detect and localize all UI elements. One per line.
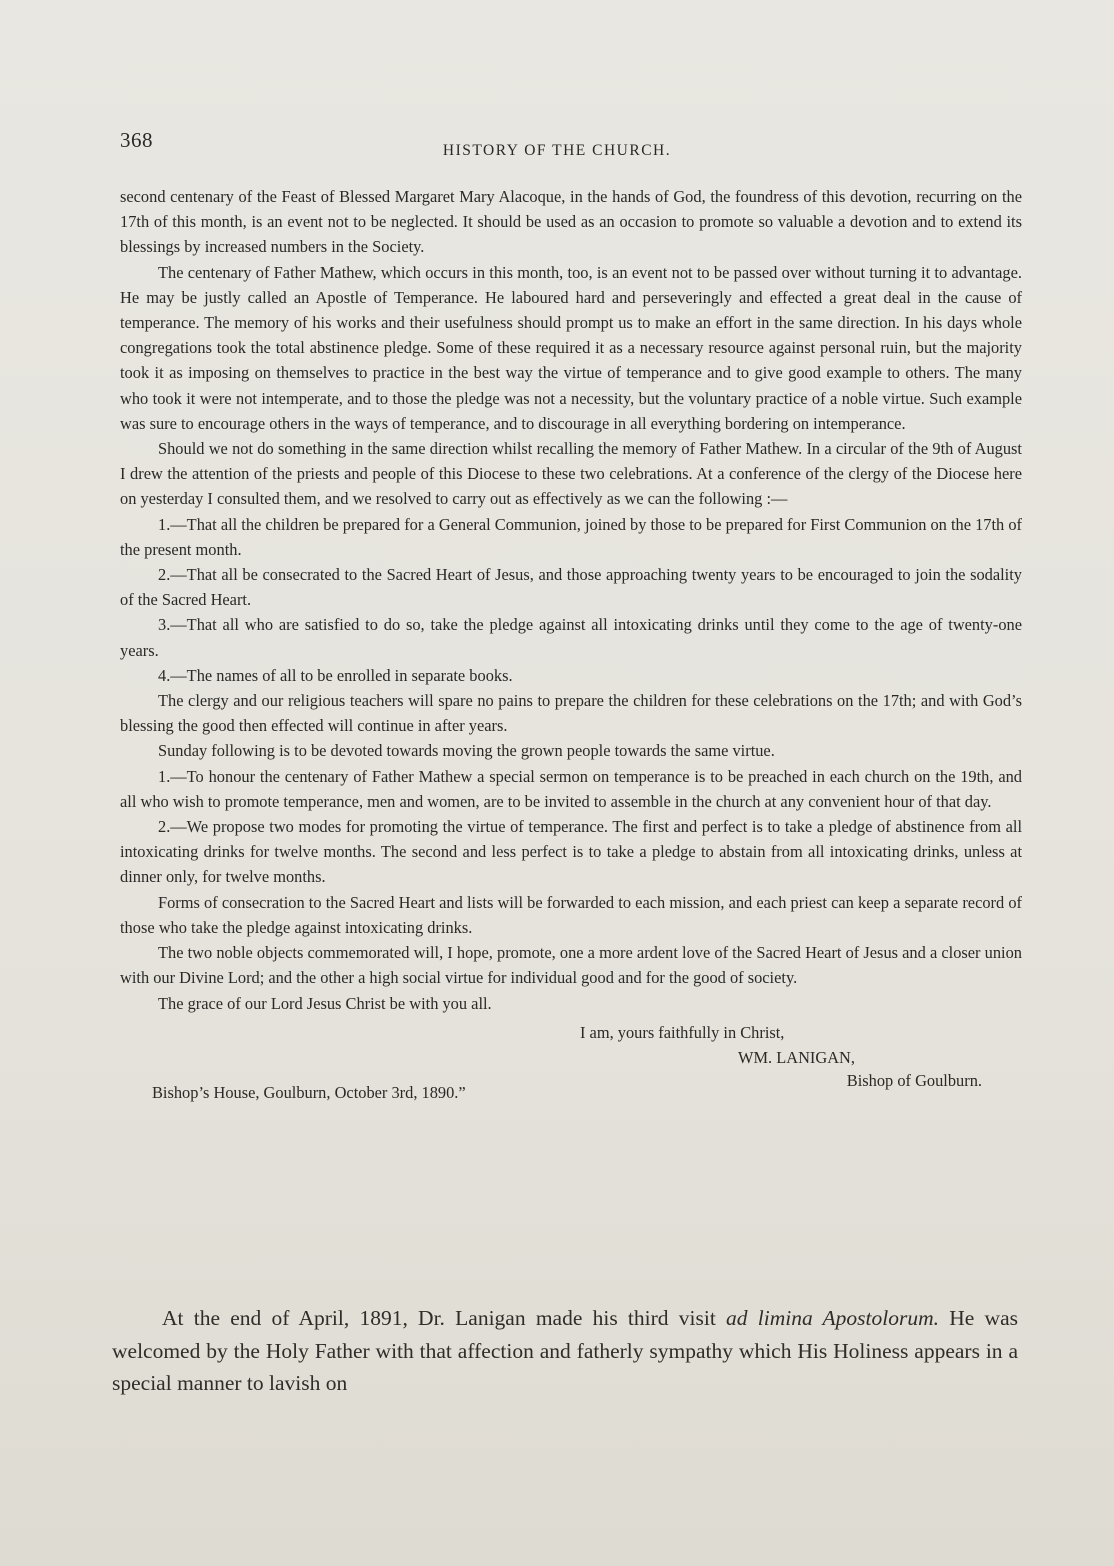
narrative-text-start: At the end of April, 1891, Dr. Lanigan made his third visit (162, 1306, 727, 1330)
signatory-name: WM. LANIGAN, (738, 1047, 855, 1067)
resolution-item: 1.—To honour the centenary of Father Mathew a special sermon on temperance is to be preached in each church on the 19th, and all who wish to promote temperance, men and women, are to be invited to assemble in the church at any convenient hour of that day. (120, 766, 1022, 811)
resolution-item: 2.—That all be consecrated to the Sacred Heart of Jesus, and those approaching twenty years to be encouraged to join the sodality of the Sacred Heart. (120, 565, 1022, 610)
dateline: Bishop’s House, Goulburn, October 3rd, 1890.” (152, 1083, 466, 1103)
letter-paragraph: The centenary of Father Mathew, which occurs in this month, too, is an event not to be passed over without turning it to advantage. He may be justly called an Apostle of Temperance. He laboured hard and perseveringly and effected a great deal in the cause of temperance. The memory of his works and their usefulness should prompt us to make an effort in the same direction. In his days whole congregations took the total abstinence pledge. Some of these required it as a necessary resource against personal ruin, but the majority took it as imposing on themselves to practice in the best way the virtue of temperance and to give good example to others. The many who took it were not intemperate, and to those the pledge was not a necessity, but the voluntary practice of a noble virtue. Such example was sure to encourage others in the ways of temperance, and to discourage in all everything bordering on intemperance. (120, 262, 1022, 433)
narrative-text (112, 1302, 1018, 1400)
running-title: HISTORY OF THE CHURCH. (442, 142, 672, 159)
signatory-title: Bishop of Goulburn. (846, 1071, 982, 1091)
letter-paragraph: The grace of our Lord Jesus Christ be with you all. (158, 993, 492, 1013)
letter-paragraph: The clergy and our religious teachers will spare no pains to prepare the children for these celebrations on the 17th; and with God’s blessing the good then effected will continue in after years. (120, 691, 1022, 736)
letter-body (120, 184, 1022, 1104)
letter-paragraph: Should we not do something in the same direction whilst recalling the memory of Father Mathew. In a circular of the 9th of August I drew the attention of the priests and people of this Diocese to these two celebrations. At a conference of the clergy of the Diocese here on yesterday I consulted them, and we resolved to carry out as effectively as we can the following :— (120, 439, 1022, 509)
resolution-item: 4.—The names of all to be enrolled in separate books. (158, 665, 513, 685)
letter-paragraph: second centenary of the Feast of Blessed Margaret Mary Alacoque, in the hands of God, the foundress of this devotion, recurring on the 17th of this month, is an event not to be neglected. It should be used as an occasion to promote so valuable a devotion and to extend its blessings by increased numbers in the Society. (120, 187, 1022, 257)
narrative-paragraph (112, 1302, 1018, 1400)
resolution-item: 1.—That all the children be prepared for a General Communion, joined by those to be prepared for First Communion on the 17th of the present month. (120, 514, 1022, 559)
narrative-text-end: He was welcomed by the Holy Father with that affection and fatherly sympathy which His Holiness appears in a special manner to lavish on (112, 1306, 1018, 1395)
closing-salutation: I am, yours faithfully in Christ, (580, 1022, 785, 1042)
resolution-item: 2.—We propose two modes for promoting the virtue of temperance. The first and perfect is to take a pledge of abstinence from all intoxicating drinks for twelve months. The second and less perfect is to take a pledge to abstain from all intoxicating drinks, unless at dinner only, for twelve months. (120, 817, 1022, 887)
letter-paragraph: Sunday following is to be devoted towards moving the grown people towards the same virtue. (158, 741, 775, 761)
signature-block (120, 1070, 1022, 1104)
page-number: 368 (120, 128, 153, 152)
letter-paragraph: Forms of consecration to the Sacred Heart and lists will be forwarded to each mission, and each priest can keep a separate record of those who take the pledge against intoxicating drinks. (120, 892, 1022, 937)
latin-phrase: ad limina Apostolorum. (726, 1306, 940, 1330)
letter-paragraph: The two noble objects commemorated will, I hope, promote, one a more ardent love of the Sacred Heart of Jesus and a closer union with our Divine Lord; and the other a high social virtue for individual good and for the good of society. (120, 943, 1022, 988)
resolution-item: 3.—That all who are satisfied to do so, take the pledge against all intoxicating drinks until they come to the age of twenty-one years. (120, 615, 1022, 660)
